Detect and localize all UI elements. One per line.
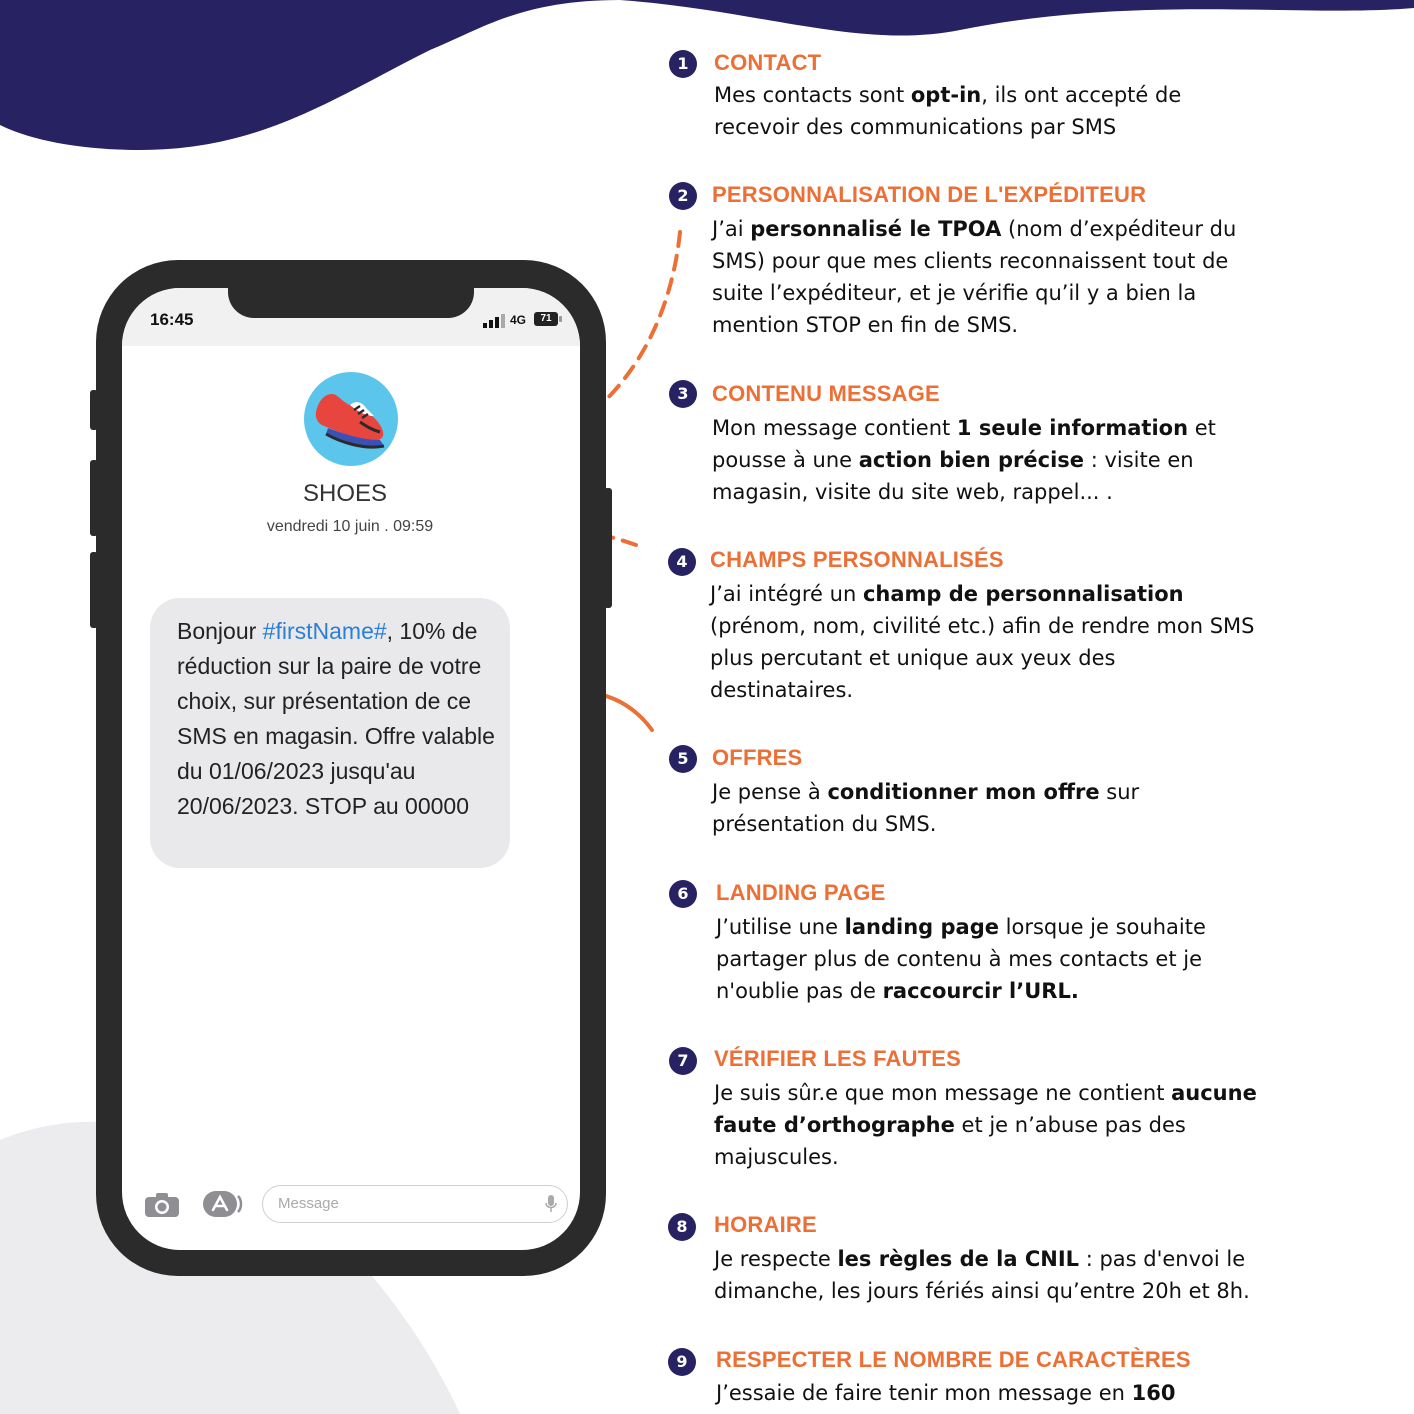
tip-line xyxy=(712,476,1216,508)
tip-line xyxy=(714,1141,1257,1173)
tip-body-2 xyxy=(712,213,1236,341)
phone-screen xyxy=(122,288,580,1250)
tip-bold-text: personnalisé le TPOA xyxy=(750,217,1002,241)
tip-bold-text: faute d’orthographe xyxy=(714,1113,955,1137)
tip-number-7: 7 xyxy=(669,1047,697,1075)
tip-line xyxy=(712,444,1216,476)
tip-line xyxy=(712,213,1236,245)
tip-text: magasin, visite du site web, rappel... . xyxy=(712,480,1113,504)
sms-bubble xyxy=(150,598,510,868)
tip-text: majuscules. xyxy=(714,1145,839,1169)
tip-title-3: CONTENU MESSAGE xyxy=(712,381,940,406)
tip-body-9 xyxy=(716,1377,1175,1409)
tip-text: J’ai intégré un xyxy=(710,582,863,606)
app-store-icon[interactable] xyxy=(202,1190,244,1218)
tip-bold-text: 160 xyxy=(1131,1381,1176,1405)
tip-text: suite l’expéditeur, et je vérifie qu’il y a bien la xyxy=(712,281,1197,305)
tip-text: SMS) pour que mes clients reconnaissent tout de xyxy=(712,249,1229,273)
tip-body-3 xyxy=(712,412,1216,508)
status-time: 16:45 xyxy=(150,310,194,329)
tip-bold-text: 1 seule information xyxy=(956,416,1189,440)
tip-text: sur xyxy=(1099,780,1140,804)
tip-title-7: VÉRIFIER LES FAUTES xyxy=(714,1046,962,1071)
tip-line xyxy=(714,1077,1257,1109)
tip-text: (nom d’expéditeur du xyxy=(1001,217,1237,241)
microphone-icon[interactable] xyxy=(545,1195,557,1213)
tip-line xyxy=(710,674,1255,706)
message-datetime: vendredi 10 juin . 09:59 xyxy=(266,518,434,535)
tip-line xyxy=(716,911,1206,943)
tip-line xyxy=(712,245,1236,277)
tip-text: et xyxy=(1188,416,1216,440)
tip-number-6: 6 xyxy=(669,880,697,908)
tip-text: J’ai xyxy=(712,217,751,241)
tip-text: et je n’abuse pas des xyxy=(954,1113,1186,1137)
tip-number-5: 5 xyxy=(669,745,697,773)
sms-text-rest: , 10% de réduction sur la paire de votre choix, sur présentation de ce SMS en magasin. Offre valable du 01/06/2023 jusqu'au 20/06/2023. STOP au 00000 xyxy=(177,618,495,819)
phone-notch xyxy=(228,288,474,318)
signal-icon xyxy=(483,314,507,328)
status-bar xyxy=(122,288,580,346)
tip-body-5 xyxy=(712,776,1139,840)
tip-title-4: CHAMPS PERSONNALISÉS xyxy=(710,547,1004,572)
message-placeholder: Message xyxy=(278,1195,339,1212)
tip-bold-text: landing page xyxy=(844,915,999,939)
tip-text: lorsque je souhaite xyxy=(999,915,1206,939)
tip-text: n'oublie pas de xyxy=(716,979,883,1003)
tip-text: pousse à une xyxy=(712,448,859,472)
tip-title-1: CONTACT xyxy=(714,50,822,75)
tip-number-1: 1 xyxy=(669,50,697,78)
tip-line xyxy=(714,111,1181,143)
tip-body-7 xyxy=(714,1077,1257,1173)
tip-line xyxy=(716,975,1206,1007)
tip-number-9: 9 xyxy=(668,1348,696,1376)
tip-line xyxy=(714,1243,1250,1275)
tip-text: dimanche, les jours fériés ainsi qu’entre 20h et 8h. xyxy=(714,1279,1250,1303)
tip-text: Mes contacts sont xyxy=(714,83,911,107)
tip-line xyxy=(712,808,1139,840)
tip-text: partager plus de contenu à mes contacts et je xyxy=(716,947,1202,971)
tip-body-1 xyxy=(714,79,1181,143)
sender-avatar[interactable] xyxy=(304,372,398,466)
tip-number-3: 3 xyxy=(669,380,697,408)
tip-bold-text: les règles de la CNIL xyxy=(837,1247,1080,1271)
tip-bold-text: opt-in xyxy=(910,83,982,107)
top-navy-wave xyxy=(0,0,1414,150)
network-label: 4G xyxy=(510,313,527,327)
tip-text: J’essaie de faire tenir mon message en xyxy=(716,1381,1132,1405)
tip-title-2: PERSONNALISATION DE L'EXPÉDITEUR xyxy=(712,182,1147,207)
tip-bold-text: raccourcir l’URL. xyxy=(882,979,1079,1003)
tip-text: Je pense à xyxy=(712,780,828,804)
battery-tip xyxy=(559,316,562,322)
tip-title-6: LANDING PAGE xyxy=(716,880,886,905)
tip-body-8 xyxy=(714,1243,1250,1307)
battery-icon: 71 xyxy=(534,312,558,326)
tip-line xyxy=(712,277,1236,309)
sms-variable: #firstName# xyxy=(262,618,387,644)
tip-bold-text: conditionner mon offre xyxy=(827,780,1100,804)
tip-text: destinataires. xyxy=(710,678,854,702)
tip-text: , ils ont accepté de xyxy=(981,83,1182,107)
tip-body-4 xyxy=(710,578,1255,706)
tip-bold-text: action bien précise xyxy=(858,448,1085,472)
sender-name: SHOES xyxy=(302,480,388,507)
tip-bold-text: aucune xyxy=(1171,1081,1257,1105)
tip-number-8: 8 xyxy=(668,1213,696,1241)
tip-line xyxy=(712,776,1139,808)
tip-line xyxy=(716,943,1206,975)
sms-text-start: Bonjour xyxy=(177,618,263,644)
tip-line xyxy=(710,578,1255,610)
tip-line xyxy=(710,642,1255,674)
message-input[interactable] xyxy=(262,1185,568,1223)
tip-line xyxy=(714,79,1181,111)
tip-title-9: RESPECTER LE NOMBRE DE CARACTÈRES xyxy=(716,1347,1191,1372)
tip-number-4: 4 xyxy=(668,548,696,576)
tip-title-8: HORAIRE xyxy=(714,1212,817,1237)
tip-text: Je suis sûr.e que mon message ne contient xyxy=(714,1081,1172,1105)
camera-icon[interactable] xyxy=(144,1192,180,1218)
tip-line xyxy=(710,610,1255,642)
tip-text: : visite en xyxy=(1084,448,1194,472)
tip-text: J’utilise une xyxy=(716,915,845,939)
tip-line xyxy=(714,1109,1257,1141)
tip-body-6 xyxy=(716,911,1206,1007)
shoe-icon xyxy=(304,372,398,466)
tip-text: Je respecte xyxy=(714,1247,838,1271)
tip-text: : pas d'envoi le xyxy=(1079,1247,1246,1271)
tip-text: plus percutant et unique aux yeux des xyxy=(710,646,1116,670)
tip-line xyxy=(712,309,1236,341)
tip-line xyxy=(712,412,1216,444)
tip-text: (prénom, nom, civilité etc.) afin de rendre mon SMS xyxy=(710,614,1255,638)
tip-line xyxy=(716,1377,1175,1409)
tip-text: recevoir des communications par SMS xyxy=(714,115,1117,139)
tip-text: présentation du SMS. xyxy=(712,812,937,836)
tip-number-2: 2 xyxy=(669,182,697,210)
tip-text: mention STOP en fin de SMS. xyxy=(712,313,1019,337)
tip-line xyxy=(714,1275,1250,1307)
tip-bold-text: champ de personnalisation xyxy=(862,582,1184,606)
tip-text: Mon message contient xyxy=(712,416,957,440)
tip-title-5: OFFRES xyxy=(712,745,803,770)
